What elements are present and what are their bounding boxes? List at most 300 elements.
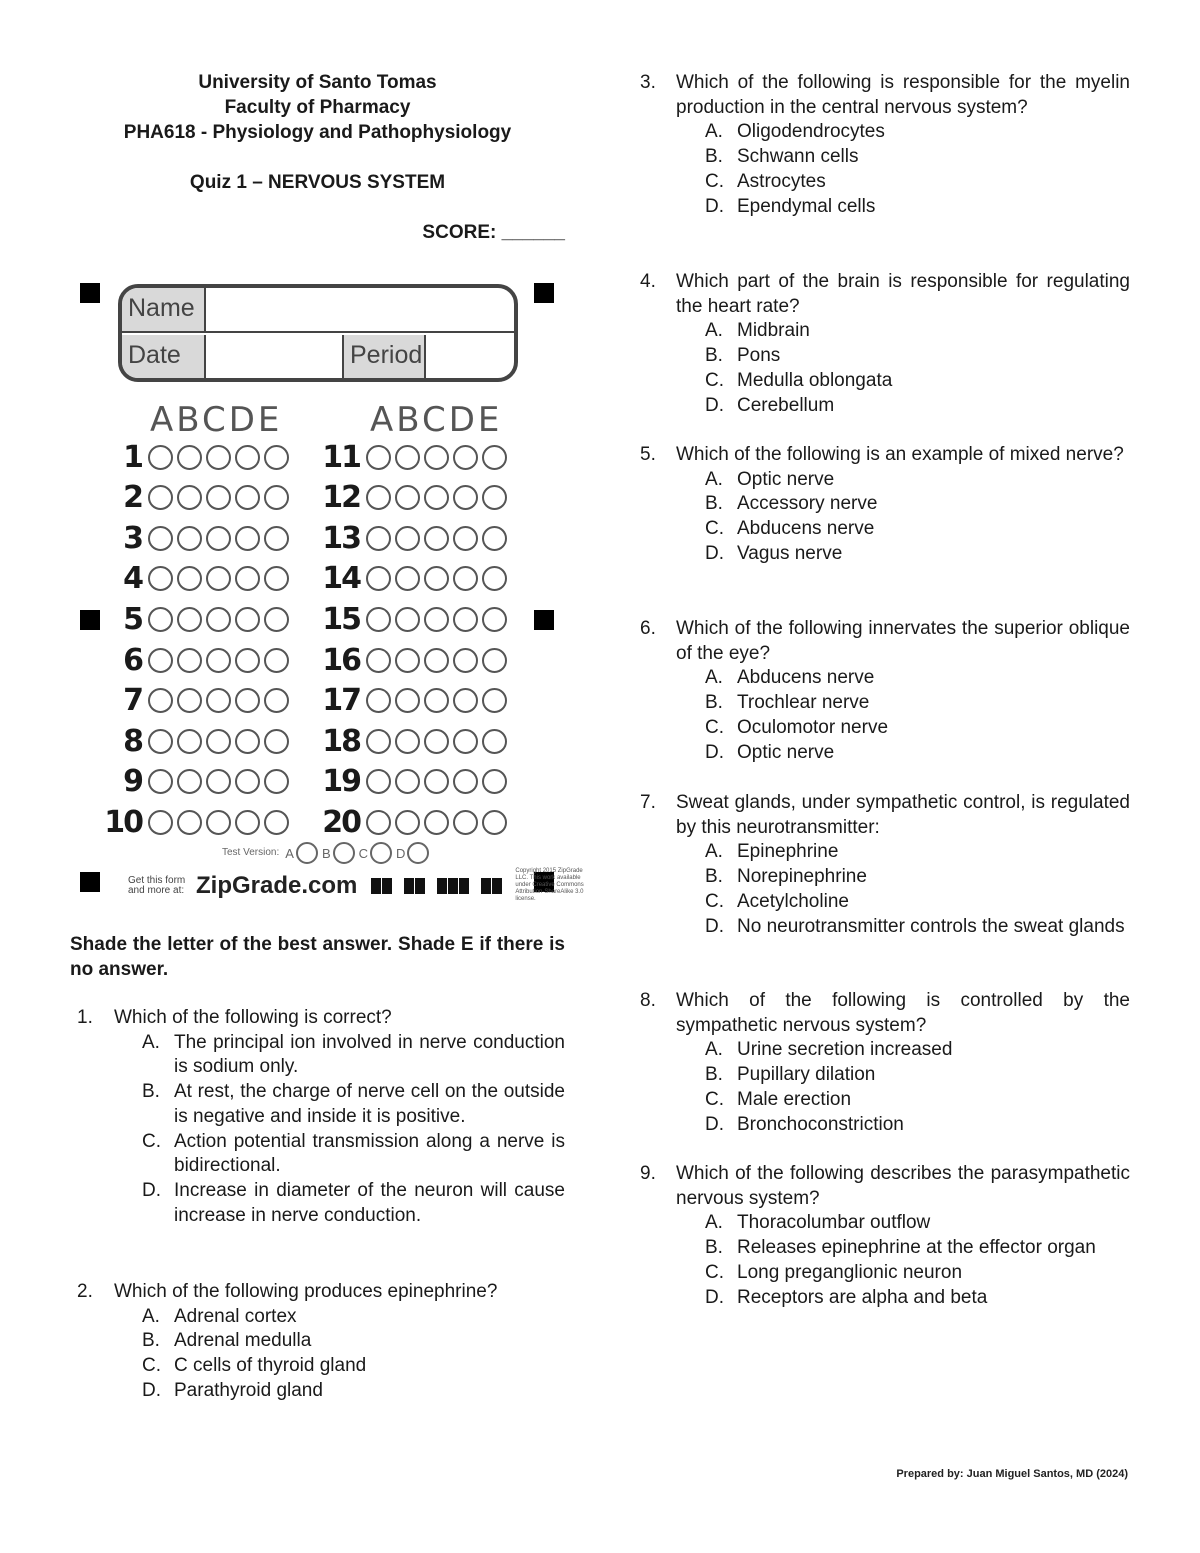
option-item: [705, 468, 1130, 493]
answer-bubble-10-A[interactable]: [148, 810, 173, 835]
option-item: [705, 840, 1130, 865]
answer-bubble-10-D[interactable]: [235, 810, 260, 835]
option-item: [705, 865, 1130, 890]
option-list: [705, 840, 1130, 939]
option-list: [705, 666, 1130, 765]
version-bubble-B[interactable]: [333, 842, 355, 864]
answer-bubble-5-C[interactable]: [206, 607, 231, 632]
option-letter: A.: [705, 667, 723, 689]
row-number: 11: [322, 439, 360, 475]
answer-bubble-13-E[interactable]: [482, 526, 507, 551]
option-letter: C.: [705, 369, 724, 391]
option-item: [705, 915, 1130, 940]
answer-bubble-11-E[interactable]: [482, 445, 507, 470]
option-text: Increase in diameter of the neuron will cause increase in nerve conduction.: [174, 1179, 565, 1226]
option-item: [705, 120, 1130, 145]
answer-row-11: [318, 439, 511, 475]
option-text: Oligodendrocytes: [737, 121, 885, 143]
instructions: Shade the letter of the best answer. Shade E if there is no answer.: [70, 934, 565, 980]
answer-bubble-1-E[interactable]: [264, 445, 289, 470]
answer-bubble-11-C[interactable]: [424, 445, 449, 470]
zipgrade-footer: [128, 868, 595, 903]
answer-bubble-20-A[interactable]: [366, 810, 391, 835]
option-item: [705, 344, 1130, 369]
question-text: Which of the following is responsible for the myelin production in the central nervous system?: [676, 72, 1130, 118]
faculty-name: Faculty of Pharmacy: [224, 97, 411, 118]
option-text: Urine secretion increased: [737, 1039, 953, 1061]
question-text: Which of the following is correct?: [114, 1007, 392, 1028]
get-form-text: Get this form and more at:: [128, 874, 186, 896]
row-number: 4: [123, 561, 142, 597]
answer-row-2: [100, 480, 293, 516]
answer-row-19: [318, 764, 511, 800]
option-text: Schwann cells: [737, 146, 859, 168]
question-number: 2.: [77, 1281, 93, 1302]
answer-bubble-16-D[interactable]: [453, 648, 478, 673]
question-number: 3.: [640, 72, 656, 93]
option-letter: C.: [142, 1355, 161, 1377]
answer-bubble-16-A[interactable]: [366, 648, 391, 673]
answer-bubble-14-C[interactable]: [424, 566, 449, 591]
answer-bubble-6-A[interactable]: [148, 648, 173, 673]
option-item: [705, 1113, 1130, 1138]
answer-bubble-11-D[interactable]: [453, 445, 478, 470]
option-item: [142, 1379, 565, 1404]
prepared-by: Prepared by: Juan Miguel Santos, MD (2024): [896, 1468, 1128, 1480]
option-text: Parathyroid gland: [174, 1379, 323, 1401]
answer-bubble-12-B[interactable]: [395, 485, 420, 510]
copyright-text: Copyright 2015 ZipGrade LLC. This work available under Creative Commons Attribution-ShareAlike 3.0 license.: [515, 868, 584, 902]
answer-bubble-13-A[interactable]: [366, 526, 391, 551]
option-text: Acetylcholine: [737, 890, 849, 912]
answer-row-1: [100, 439, 293, 475]
option-item: [705, 666, 1130, 691]
question-number: 1.: [77, 1007, 93, 1028]
answer-bubble-18-B[interactable]: [395, 729, 420, 754]
question-text: Which of the following is controlled by the sympathetic nervous system?: [676, 990, 1130, 1036]
question-7: [640, 791, 1130, 939]
option-item: [705, 195, 1130, 220]
question-8: [640, 989, 1130, 1137]
answer-bubble-3-B[interactable]: [177, 526, 202, 551]
question-5: [640, 443, 1130, 567]
option-item: [705, 1211, 1130, 1236]
registration-mark: [80, 872, 100, 892]
option-text: Receptors are alpha and beta: [737, 1286, 988, 1308]
option-item: [705, 1286, 1130, 1311]
answer-bubble-13-B[interactable]: [395, 526, 420, 551]
option-item: [142, 1179, 565, 1228]
registration-mark: [80, 610, 100, 630]
answer-bubble-16-C[interactable]: [424, 648, 449, 673]
option-text: Vagus nerve: [737, 542, 843, 564]
answer-bubble-3-A[interactable]: [148, 526, 173, 551]
answer-row-7: [100, 683, 293, 719]
option-letter: C.: [705, 1088, 724, 1110]
university-name: University of Santo Tomas: [198, 72, 437, 93]
option-letter: D.: [142, 1179, 161, 1201]
question-text: Which part of the brain is responsible for regulating the heart rate?: [676, 271, 1130, 317]
answer-bubble-8-B[interactable]: [177, 729, 202, 754]
option-letter: C.: [705, 170, 724, 192]
answer-bubble-9-E[interactable]: [264, 769, 289, 794]
option-letter: A.: [705, 1212, 723, 1234]
answer-bubble-11-A[interactable]: [366, 445, 391, 470]
name-field[interactable]: [206, 288, 514, 331]
question-text: Sweat glands, under sympathetic control, is regulated by this neurotransmitter:: [676, 792, 1130, 838]
answer-bubble-4-A[interactable]: [148, 566, 173, 591]
question-6: [640, 617, 1130, 765]
option-text: Long preganglionic neuron: [737, 1261, 963, 1283]
answer-row-5: [100, 601, 293, 637]
answer-bubble-20-D[interactable]: [453, 810, 478, 835]
answer-row-15: [318, 601, 511, 637]
answer-bubble-5-A[interactable]: [148, 607, 173, 632]
option-text: Pons: [737, 345, 781, 367]
version-letter: C: [358, 845, 368, 861]
option-letter: B.: [142, 1330, 160, 1352]
option-list: [705, 1211, 1130, 1310]
answer-bubble-6-B[interactable]: [177, 648, 202, 673]
row-number: 10: [104, 804, 142, 840]
answer-bubble-8-D[interactable]: [235, 729, 260, 754]
option-text: Releases epinephrine at the effector organ: [737, 1237, 1096, 1259]
option-letter: A.: [705, 468, 723, 490]
answer-bubble-19-C[interactable]: [424, 769, 449, 794]
answer-row-12: [318, 480, 511, 516]
option-letter: A.: [142, 1305, 160, 1327]
answer-bubble-12-A[interactable]: [366, 485, 391, 510]
answer-bubble-2-E[interactable]: [264, 485, 289, 510]
answer-row-14: [318, 561, 511, 597]
zipgrade-marks-icon: [371, 878, 503, 894]
option-text: The principal ion involved in nerve conduction is sodium only.: [174, 1031, 565, 1078]
answer-bubble-10-C[interactable]: [206, 810, 231, 835]
option-list: [142, 1305, 565, 1404]
document-header: [70, 70, 565, 245]
answer-row-9: [100, 764, 293, 800]
registration-mark: [534, 610, 554, 630]
option-item: [705, 716, 1130, 741]
option-item: [705, 1038, 1130, 1063]
option-item: [705, 691, 1130, 716]
answer-bubble-6-E[interactable]: [264, 648, 289, 673]
course-title: PHA618 - Physiology and Pathophysiology: [123, 122, 512, 143]
answer-row-20: [318, 804, 511, 840]
answer-bubble-20-B[interactable]: [395, 810, 420, 835]
row-number: 19: [322, 764, 360, 800]
answer-bubble-8-C[interactable]: [206, 729, 231, 754]
row-number: 13: [322, 520, 360, 556]
option-list: [705, 1038, 1130, 1137]
test-version-label: Test Version:: [222, 847, 280, 858]
answer-bubble-19-B[interactable]: [395, 769, 420, 794]
option-letter: D.: [705, 195, 724, 217]
option-text: No neurotransmitter controls the sweat glands: [737, 915, 1125, 937]
answer-bubble-11-B[interactable]: [395, 445, 420, 470]
option-item: [705, 394, 1130, 419]
version-letter: D: [396, 845, 406, 861]
answer-bubble-13-C[interactable]: [424, 526, 449, 551]
option-text: Ependymal cells: [737, 195, 876, 217]
option-item: [142, 1305, 565, 1330]
option-letter: D.: [705, 741, 724, 763]
row-number: 3: [123, 520, 142, 556]
answer-bubble-15-E[interactable]: [482, 607, 507, 632]
answer-bubble-10-B[interactable]: [177, 810, 202, 835]
row-number: 12: [322, 480, 360, 516]
option-letter: B.: [705, 866, 723, 888]
option-text: Adrenal medulla: [174, 1330, 312, 1352]
option-item: [142, 1329, 565, 1354]
row-number: 8: [123, 723, 142, 759]
answer-bubble-10-E[interactable]: [264, 810, 289, 835]
option-item: [705, 517, 1130, 542]
answer-bubble-3-D[interactable]: [235, 526, 260, 551]
option-text: Optic nerve: [737, 741, 835, 763]
answer-bubble-1-C[interactable]: [206, 445, 231, 470]
date-field[interactable]: [206, 335, 344, 380]
column-letters-left: ABCDE: [150, 400, 283, 440]
name-label: Name: [122, 288, 206, 331]
answer-bubble-7-E[interactable]: [264, 688, 289, 713]
period-field[interactable]: [426, 335, 514, 380]
answer-bubble-3-C[interactable]: [206, 526, 231, 551]
answer-bubble-19-D[interactable]: [453, 769, 478, 794]
question-number: 5.: [640, 444, 656, 465]
option-letter: D.: [705, 542, 724, 564]
answer-bubble-18-D[interactable]: [453, 729, 478, 754]
answer-bubble-1-B[interactable]: [177, 445, 202, 470]
option-text: Adrenal cortex: [174, 1305, 297, 1327]
option-item: [142, 1031, 565, 1080]
option-item: [705, 1261, 1130, 1286]
answer-bubble-8-A[interactable]: [148, 729, 173, 754]
question-text: Which of the following produces epinephrine?: [114, 1281, 498, 1302]
answer-row-17: [318, 683, 511, 719]
option-item: [705, 145, 1130, 170]
answer-bubble-6-D[interactable]: [235, 648, 260, 673]
option-letter: B.: [705, 493, 723, 515]
option-text: Accessory nerve: [737, 493, 878, 515]
answer-bubble-16-B[interactable]: [395, 648, 420, 673]
option-list: [705, 319, 1130, 418]
option-letter: D.: [705, 394, 724, 416]
option-text: Medulla oblongata: [737, 369, 893, 391]
option-letter: C.: [705, 716, 724, 738]
question-1: [77, 1006, 565, 1228]
answer-bubble-15-A[interactable]: [366, 607, 391, 632]
answer-bubble-19-E[interactable]: [482, 769, 507, 794]
option-item: [142, 1130, 565, 1179]
question-2: [77, 1280, 565, 1404]
option-text: Epinephrine: [737, 841, 839, 863]
option-item: [705, 1236, 1130, 1261]
option-item: [705, 492, 1130, 517]
answer-bubble-12-D[interactable]: [453, 485, 478, 510]
option-letter: A.: [705, 841, 723, 863]
question-9: [640, 1162, 1130, 1310]
answer-bubble-2-A[interactable]: [148, 485, 173, 510]
option-text: Norepinephrine: [737, 866, 867, 888]
option-text: Abducens nerve: [737, 518, 875, 540]
answer-bubble-14-E[interactable]: [482, 566, 507, 591]
row-number: 9: [123, 764, 142, 800]
quiz-title: Quiz 1 – NERVOUS SYSTEM: [189, 172, 446, 193]
option-text: Bronchoconstriction: [737, 1113, 904, 1135]
option-list: [705, 468, 1130, 567]
option-text: Midbrain: [737, 320, 810, 342]
version-bubble-D[interactable]: [407, 842, 429, 864]
date-label: Date: [122, 335, 206, 380]
answer-bubble-12-E[interactable]: [482, 485, 507, 510]
zipgrade-answer-sheet: [70, 280, 584, 905]
answer-bubble-17-B[interactable]: [395, 688, 420, 713]
option-text: Male erection: [737, 1088, 852, 1110]
row-number: 15: [322, 601, 360, 637]
option-item: [142, 1354, 565, 1379]
option-letter: D.: [142, 1379, 161, 1401]
answer-bubble-17-A[interactable]: [366, 688, 391, 713]
answer-bubble-9-D[interactable]: [235, 769, 260, 794]
option-letter: C.: [705, 890, 724, 912]
version-bubble-C[interactable]: [370, 842, 392, 864]
option-letter: C.: [142, 1130, 161, 1152]
question-3: [640, 71, 1130, 219]
question-number: 8.: [640, 990, 656, 1011]
answer-bubble-17-D[interactable]: [453, 688, 478, 713]
score-field: SCORE: ______: [422, 222, 565, 243]
option-item: [705, 170, 1130, 195]
question-number: 6.: [640, 618, 656, 639]
option-letter: B.: [705, 692, 723, 714]
row-number: 14: [322, 561, 360, 597]
version-letter: A: [285, 845, 294, 861]
registration-mark: [80, 283, 100, 303]
question-text: Which of the following innervates the superior oblique of the eye?: [676, 618, 1130, 664]
option-text: Cerebellum: [737, 394, 835, 416]
test-version: [222, 842, 433, 864]
answer-bubble-1-D[interactable]: [235, 445, 260, 470]
question-text: Which of the following is an example of mixed nerve?: [676, 444, 1124, 465]
registration-mark: [534, 283, 554, 303]
answer-bubble-9-B[interactable]: [177, 769, 202, 794]
answer-bubble-4-D[interactable]: [235, 566, 260, 591]
answer-bubble-7-B[interactable]: [177, 688, 202, 713]
answer-bubble-18-E[interactable]: [482, 729, 507, 754]
answer-bubble-5-D[interactable]: [235, 607, 260, 632]
answer-bubble-18-C[interactable]: [424, 729, 449, 754]
answer-bubble-5-E[interactable]: [264, 607, 289, 632]
option-text: Astrocytes: [737, 170, 826, 192]
answer-bubble-4-C[interactable]: [206, 566, 231, 591]
answer-bubble-2-B[interactable]: [177, 485, 202, 510]
answer-bubble-14-D[interactable]: [453, 566, 478, 591]
row-number: 16: [322, 642, 360, 678]
answer-bubble-18-A[interactable]: [366, 729, 391, 754]
column-letters-right: ABCDE: [370, 400, 503, 440]
option-list: [705, 120, 1130, 219]
row-number: 5: [123, 601, 142, 637]
question-text: Which of the following describes the parasympathetic nervous system?: [676, 1163, 1130, 1209]
option-letter: B.: [705, 1237, 723, 1259]
answer-bubble-5-B[interactable]: [177, 607, 202, 632]
answer-bubble-15-C[interactable]: [424, 607, 449, 632]
answer-row-10: [100, 804, 293, 840]
answer-bubble-20-E[interactable]: [482, 810, 507, 835]
answer-row-16: [318, 642, 511, 678]
answer-bubble-8-E[interactable]: [264, 729, 289, 754]
answer-bubble-20-C[interactable]: [424, 810, 449, 835]
answer-bubble-3-E[interactable]: [264, 526, 289, 551]
option-list: [142, 1031, 565, 1229]
answer-bubble-2-D[interactable]: [235, 485, 260, 510]
answer-bubble-15-B[interactable]: [395, 607, 420, 632]
option-letter: C.: [705, 518, 724, 540]
zipgrade-logo: ZipGrade.com: [196, 871, 358, 899]
answer-bubble-4-E[interactable]: [264, 566, 289, 591]
option-text: At rest, the charge of nerve cell on the outside is negative and inside it is positive.: [174, 1081, 565, 1127]
answer-bubble-14-B[interactable]: [395, 566, 420, 591]
answer-bubble-17-C[interactable]: [424, 688, 449, 713]
answer-row-4: [100, 561, 293, 597]
answer-bubble-7-D[interactable]: [235, 688, 260, 713]
answer-bubble-9-A[interactable]: [148, 769, 173, 794]
option-letter: B.: [705, 1064, 723, 1086]
option-item: [705, 369, 1130, 394]
option-letter: A.: [705, 1039, 723, 1061]
option-letter: A.: [142, 1031, 160, 1053]
answer-row-3: [100, 520, 293, 556]
answer-bubble-7-A[interactable]: [148, 688, 173, 713]
option-text: Action potential transmission along a nerve is bidirectional.: [174, 1130, 565, 1177]
answer-bubble-1-A[interactable]: [148, 445, 173, 470]
option-letter: D.: [705, 1286, 724, 1308]
row-number: 17: [322, 683, 360, 719]
answer-bubble-14-A[interactable]: [366, 566, 391, 591]
row-number: 6: [123, 642, 142, 678]
option-letter: A.: [705, 121, 723, 143]
option-item: [705, 741, 1130, 766]
option-letter: D.: [705, 1113, 724, 1135]
option-item: [705, 1063, 1130, 1088]
answer-bubble-19-A[interactable]: [366, 769, 391, 794]
answer-bubble-4-B[interactable]: [177, 566, 202, 591]
answer-bubble-9-C[interactable]: [206, 769, 231, 794]
version-bubble-A[interactable]: [296, 842, 318, 864]
answer-bubble-16-E[interactable]: [482, 648, 507, 673]
option-text: C cells of thyroid gland: [174, 1355, 367, 1377]
answer-bubble-17-E[interactable]: [482, 688, 507, 713]
answer-bubble-13-D[interactable]: [453, 526, 478, 551]
answer-bubble-12-C[interactable]: [424, 485, 449, 510]
answer-bubble-15-D[interactable]: [453, 607, 478, 632]
row-number: 2: [123, 480, 142, 516]
row-number: 7: [123, 683, 142, 719]
question-number: 4.: [640, 271, 656, 292]
answer-bubble-7-C[interactable]: [206, 688, 231, 713]
option-text: Optic nerve: [737, 468, 835, 490]
option-letter: B.: [705, 146, 723, 168]
period-label: Period: [342, 335, 426, 380]
question-number: 9.: [640, 1163, 656, 1184]
option-item: [705, 319, 1130, 344]
answer-bubble-6-C[interactable]: [206, 648, 231, 673]
answer-row-13: [318, 520, 511, 556]
answer-row-8: [100, 723, 293, 759]
row-number: 18: [322, 723, 360, 759]
answer-bubble-2-C[interactable]: [206, 485, 231, 510]
